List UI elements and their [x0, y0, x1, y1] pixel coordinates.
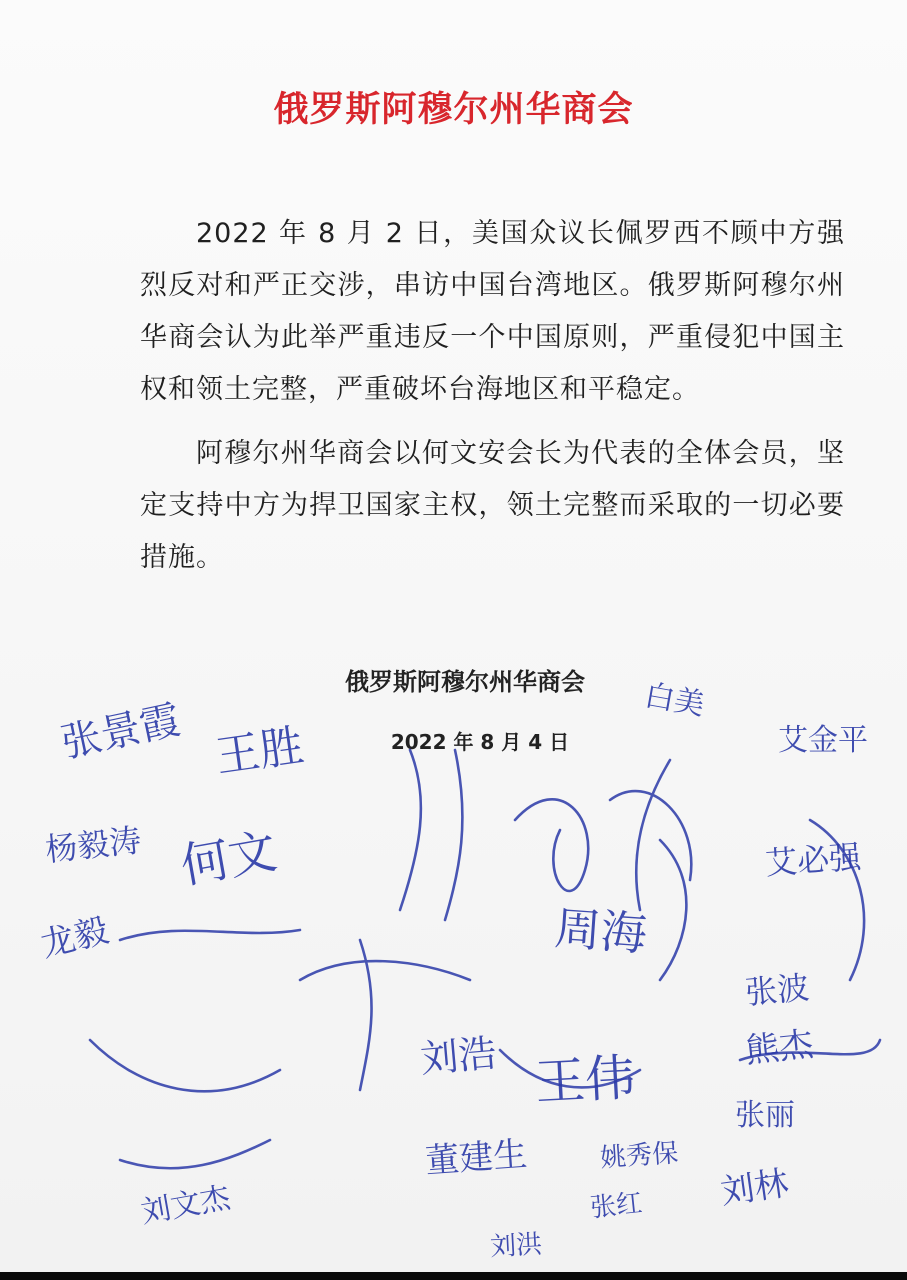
signature: 艾金平	[778, 723, 868, 758]
page-bottom-edge	[0, 1272, 907, 1280]
signature: 董建生	[423, 1134, 529, 1182]
signature-date: 2022 年 8 月 4 日	[390, 730, 570, 754]
signature: 白美	[641, 678, 707, 723]
header-text: 俄罗斯阿穆尔州华商会	[273, 90, 634, 130]
signature: 张丽	[735, 1098, 795, 1133]
signature: 刘林	[718, 1163, 791, 1213]
signature: 张波	[743, 968, 811, 1012]
signature: 杨毅涛	[43, 821, 143, 869]
signature: 龙毅	[37, 910, 113, 966]
statement-body	[140, 208, 845, 596]
signature-organization: 俄罗斯阿穆尔州华商会	[345, 668, 585, 696]
signature: 刘浩	[418, 1030, 499, 1082]
handwritten-signatures	[0, 620, 907, 1270]
signature: 刘文杰	[138, 1180, 233, 1231]
signature: 王胜	[212, 720, 307, 783]
document-header	[0, 82, 907, 132]
signature: 张景霞	[57, 696, 185, 767]
signature: 刘洪	[489, 1229, 543, 1263]
signature: 何文	[176, 823, 281, 895]
paragraph-1: 2022 年 8 月 2 日，美国众议长佩罗西不顾中方强烈反对和严正交涉，串访中国台湾地区。俄罗斯阿穆尔州华商会认为此举严重违反一个中国原则，严重侵犯中国主权和领土完整，严重破坏台海地区和平稳定。	[140, 218, 845, 405]
signature: 周海	[553, 900, 649, 962]
paragraph-2: 阿穆尔州华商会以何文安会长为代表的全体会员，坚定支持中方为捍卫国家主权，领土完整而采取的一切必要措施。	[140, 438, 845, 573]
signature: 王伟	[533, 1048, 637, 1112]
signature: 熊杰	[743, 1024, 816, 1072]
signature: 艾必强	[763, 837, 863, 883]
signature: 张红	[588, 1188, 644, 1224]
signature: 姚秀保	[599, 1138, 680, 1174]
